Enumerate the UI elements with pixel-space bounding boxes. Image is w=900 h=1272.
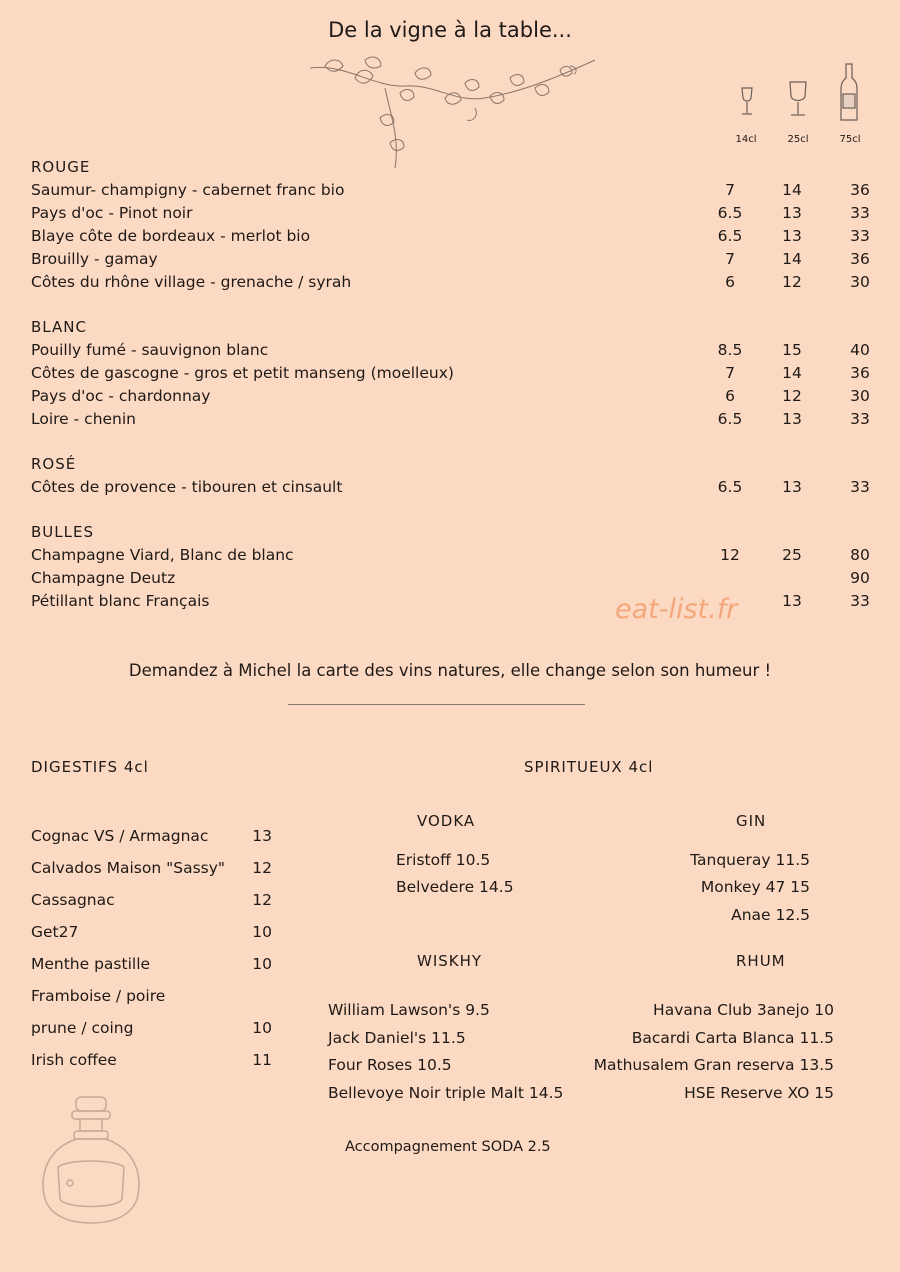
whisky-item: Bellevoye Noir triple Malt 14.5 [328, 1084, 564, 1102]
wine-row [31, 569, 876, 592]
wine-row [31, 341, 876, 364]
price-75cl: 36 [850, 364, 870, 382]
wine-row [31, 364, 876, 387]
watermark: eat-list.fr [615, 594, 738, 625]
price-14cl: 6.5 [717, 410, 743, 428]
gin-item: Anae 12.5 [731, 906, 810, 924]
section-title-rouge: ROUGE [31, 158, 91, 176]
price-25cl: 15 [782, 341, 802, 359]
price-75cl: 80 [850, 546, 870, 564]
price-25cl: 14 [782, 364, 802, 382]
wine-row [31, 478, 876, 501]
price-14cl: 6 [725, 387, 735, 405]
small-glass-icon [739, 86, 755, 118]
gin-item: Monkey 47 15 [700, 878, 810, 896]
wine-name: Champagne Deutz [31, 569, 176, 587]
digestif-name: Get27 [31, 923, 79, 941]
rhum-title: RHUM [736, 952, 786, 970]
price-25cl: 13 [782, 227, 802, 245]
vine-illustration [305, 48, 600, 173]
size-label-14cl: 14cl [735, 134, 757, 145]
price-25cl: 13 [782, 478, 802, 496]
digestif-price: 13 [252, 827, 272, 845]
wine-name: Côtes de gascogne - gros et petit manseng (moelleux) [31, 364, 454, 382]
digestif-price: 10 [252, 955, 272, 973]
size-label-25cl: 25cl [787, 134, 809, 145]
digestif-row [31, 1051, 276, 1075]
price-75cl: 36 [850, 250, 870, 268]
price-25cl: 14 [782, 250, 802, 268]
vodka-title: VODKA [417, 812, 476, 830]
price-75cl: 33 [850, 410, 870, 428]
price-14cl: 7 [725, 364, 735, 382]
price-75cl: 90 [850, 569, 870, 587]
wine-row [31, 204, 876, 227]
wine-name: Pays d'oc - Pinot noir [31, 204, 193, 222]
digestif-price: 12 [252, 859, 272, 877]
digestif-name: prune / coing [31, 1019, 134, 1037]
wine-row [31, 250, 876, 273]
digestif-row [31, 923, 276, 947]
digestif-row [31, 891, 276, 915]
wine-name: Côtes du rhône village - grenache / syrah [31, 273, 352, 291]
whisky-item: William Lawson's 9.5 [328, 1001, 490, 1019]
vodka-item: Eristoff 10.5 [396, 851, 491, 869]
price-75cl: 33 [850, 478, 870, 496]
price-14cl: 6.5 [717, 204, 743, 222]
price-14cl: 6.5 [717, 478, 743, 496]
digestifs-title: DIGESTIFS 4cl [31, 758, 149, 776]
wine-name: Pays d'oc - chardonnay [31, 387, 211, 405]
price-25cl: 25 [782, 546, 802, 564]
section-title-blanc: BLANC [31, 318, 87, 336]
price-14cl: 12 [720, 546, 740, 564]
price-14cl: 6 [725, 273, 735, 291]
rhum-item: HSE Reserve XO 15 [684, 1084, 834, 1102]
digestif-name: Cassagnac [31, 891, 115, 909]
price-75cl: 33 [850, 227, 870, 245]
wine-row [31, 410, 876, 433]
price-75cl: 40 [850, 341, 870, 359]
spiritueux-title: SPIRITUEUX 4cl [524, 758, 654, 776]
rhum-item: Mathusalem Gran reserva 13.5 [593, 1056, 834, 1074]
price-14cl: 7 [725, 181, 735, 199]
digestif-row [31, 859, 276, 883]
section-title-bulles: BULLES [31, 523, 94, 541]
wine-bottle-icon [839, 62, 859, 124]
decanter-illustration [38, 1095, 144, 1230]
digestif-row [31, 1019, 276, 1043]
price-75cl: 33 [850, 592, 870, 610]
wine-row [31, 546, 876, 569]
wine-row [31, 181, 876, 204]
section-title-rose: ROSÉ [31, 455, 77, 473]
price-75cl: 30 [850, 387, 870, 405]
soda-note: Accompagnement SODA 2.5 [345, 1139, 551, 1155]
rhum-item: Havana Club 3anejo 10 [653, 1001, 834, 1019]
digestif-price: 10 [252, 923, 272, 941]
natural-wine-notice: Demandez à Michel la carte des vins natures, elle change selon son humeur ! [128, 661, 772, 680]
digestif-price: 10 [252, 1019, 272, 1037]
price-14cl: 7 [725, 250, 735, 268]
whisky-item: Jack Daniel's 11.5 [328, 1029, 466, 1047]
digestif-name: Irish coffee [31, 1051, 117, 1069]
digestif-price: 11 [252, 1051, 272, 1069]
price-75cl: 33 [850, 204, 870, 222]
price-25cl: 14 [782, 181, 802, 199]
price-75cl: 30 [850, 273, 870, 291]
price-25cl: 12 [782, 273, 802, 291]
wine-name: Champagne Viard, Blanc de blanc [31, 546, 294, 564]
price-14cl: 6.5 [717, 227, 743, 245]
digestif-price: 12 [252, 891, 272, 909]
digestif-name: Menthe pastille [31, 955, 151, 973]
gin-title: GIN [736, 812, 767, 830]
menu-title: De la vigne à la table... [328, 18, 572, 42]
price-14cl: 8.5 [717, 341, 743, 359]
whisky-item: Four Roses 10.5 [328, 1056, 452, 1074]
rhum-item: Bacardi Carta Blanca 11.5 [631, 1029, 834, 1047]
wine-name: Loire - chenin [31, 410, 137, 428]
wine-row [31, 592, 876, 615]
wine-row [31, 227, 876, 250]
price-25cl: 13 [782, 204, 802, 222]
digestif-row [31, 987, 276, 1011]
gin-item: Tanqueray 11.5 [690, 851, 810, 869]
wine-row [31, 273, 876, 296]
whisky-title: WISKHY [417, 952, 483, 970]
digestif-name: Framboise / poire [31, 987, 166, 1005]
wine-row [31, 387, 876, 410]
digestif-name: Cognac VS / Armagnac [31, 827, 209, 845]
price-25cl: 13 [782, 592, 802, 610]
digestif-name: Calvados Maison "Sassy" [31, 859, 226, 877]
wine-name: Brouilly - gamay [31, 250, 158, 268]
wine-name: Pouilly fumé - sauvignon blanc [31, 341, 269, 359]
price-25cl: 12 [782, 387, 802, 405]
wine-name: Saumur- champigny - cabernet franc bio [31, 181, 345, 199]
digestif-row [31, 955, 276, 979]
medium-glass-icon [787, 80, 809, 120]
wine-name: Blaye côte de bordeaux - merlot bio [31, 227, 311, 245]
divider [288, 704, 585, 705]
wine-name: Pétillant blanc Français [31, 592, 210, 610]
size-label-75cl: 75cl [839, 134, 861, 145]
digestif-row [31, 827, 276, 851]
price-25cl: 13 [782, 410, 802, 428]
price-75cl: 36 [850, 181, 870, 199]
wine-name: Côtes de provence - tibouren et cinsault [31, 478, 343, 496]
vodka-item: Belvedere 14.5 [396, 878, 514, 896]
